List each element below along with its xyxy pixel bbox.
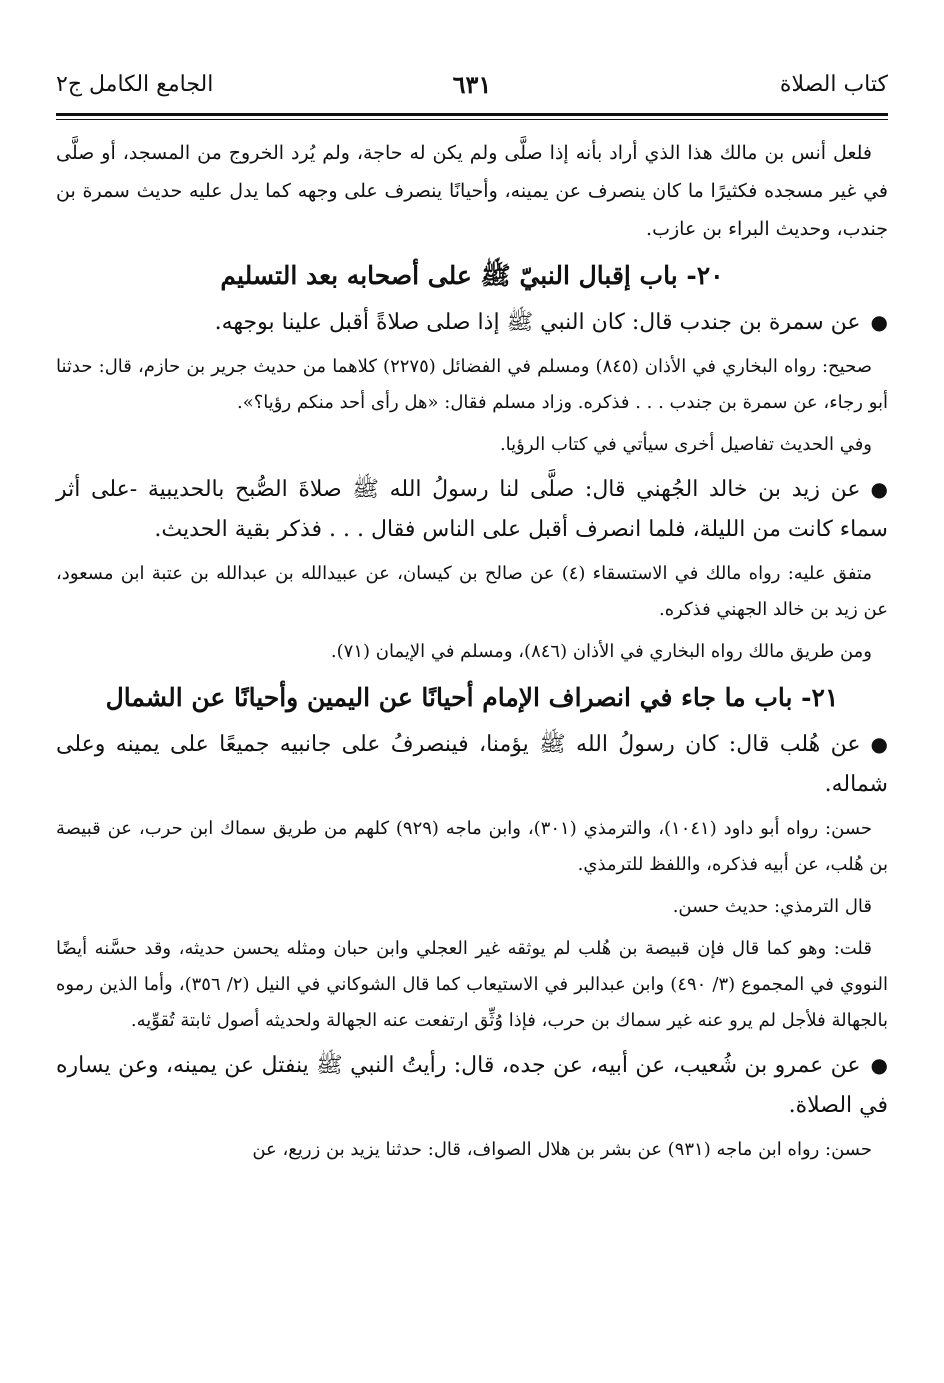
bullet-icon: ● (870, 477, 888, 501)
takhrij-note: حسن: رواه ابن ماجه (٩٣١) عن بشر بن هلال الصواف، قال: حدثنا يزيد بن زريع، عن (252, 1139, 872, 1160)
hadith-text: عن سمرة بن جندب قال: كان النبي ﷺ إذا صلى صلاةً أقبل علينا بوجهه. (214, 310, 861, 335)
takhrij-note: حسن: رواه أبو داود (١٠٤١)، والترمذي (٣٠١)، وابن ماجه (٩٢٩) كلهم من طريق سماك ابن حرب، عن قبيصة بن هُلب، عن أبيه فذكره، واللفظ للترمذي. (56, 818, 888, 875)
section-heading: ٢٠- باب إقبال النبيّ ﷺ على أصحابه بعد التسليم (220, 261, 724, 290)
hadith-paragraph (56, 724, 888, 805)
hadith-text: عن زيد بن خالد الجُهني قال: صلَّى لنا رسولُ الله ﷺ صلاةَ الصُّبح بالحديبية -على أثر سماء كانت من الليلة، فلما انصرف أقبل على الناس فقال . . . فذكر بقية الحديث. (56, 477, 888, 542)
page-content (56, 112, 888, 1168)
takhrij-note: متفق عليه: رواه مالك في الاستسقاء (٤) عن صالح بن كيسان، عن عبيدالله بن عبدالله بن عتبة ابن مسعود، عن زيد بن خالد الجهني فذكره. (56, 563, 888, 620)
hadith-text: عن عمرو بن شُعيب، عن أبيه، عن جده، قال: رأيتُ النبي ﷺ ينفتل عن يمينه، وعن يساره في الصلاة. (56, 1053, 888, 1118)
bullet-icon: ● (870, 1053, 888, 1077)
header-rule-thick (56, 113, 888, 116)
commentary-note: قال الترمذي: حديث حسن. (672, 896, 872, 917)
takhrij-note: صحيح: رواه البخاري في الأذان (٨٤٥) ومسلم في الفضائل (٢٢٧٥) كلاهما من حديث جرير بن حازم، قال: حدثنا أبو رجاء، عن سمرة بن جندب . . . فذكره. وزاد مسلم فقال: «هل رأى أحد منكم رؤيا؟». (56, 356, 888, 413)
takhrij-note: ومن طريق مالك رواه البخاري في الأذان (٨٤٦)، ومسلم في الإيمان (٧١). (330, 641, 872, 662)
header-rule-thin (56, 119, 888, 120)
chapter-title: كتاب الصلاة (779, 72, 888, 97)
hadith-paragraph (56, 469, 888, 550)
bullet-icon: ● (870, 310, 888, 334)
commentary-note: وفي الحديث تفاصيل أخرى سيأتي في كتاب الرؤيا. (499, 434, 872, 455)
hadith-paragraph (56, 1045, 888, 1126)
page-header (56, 0, 888, 112)
body-paragraph: فلعل أنس بن مالك هذا الذي أراد بأنه إذا صلَّى ولم يكن له حاجة، ولم يُرد الخروج من المسجد، أو صلَّى في غير مسجده فكثيرًا ما كان ينصرف عن يمينه، وأحيانًا ينصرف على وجهه كما يدل عليه حديث سمرة بن جندب، وحديث البراء بن عازب. (56, 142, 888, 240)
hadith-paragraph (56, 302, 888, 343)
book-title: الجامع الكامل ج٢ (56, 72, 214, 97)
page-number: ٦٣١ (452, 70, 492, 99)
commentary-note: قلت: وهو كما قال فإن قبيصة بن هُلب لم يوثقه غير العجلي وابن حبان ومثله يحسن حديثه، وقد حسَّنه أيضًا النووي في المجموع (٣/ ٤٩٠) وابن عبدالبر في الاستيعاب كما قال الشوكاني في النيل (٢/ ٣٥٦)، وأما الذين رموه بالجهالة فلأجل لم يرو عنه غير سماك بن حرب، فإذا وُثِّق ارتفعت عنه الجهالة ولحديثه أصول ثابتة تُقوِّيه. (56, 938, 888, 1031)
section-heading: ٢١- باب ما جاء في انصراف الإمام أحيانًا عن اليمين وأحيانًا عن الشمال (105, 683, 839, 712)
hadith-text: عن هُلب قال: كان رسولُ الله ﷺ يؤمنا، فينصرفُ على جانبيه جميعًا على يمينه وعلى شماله. (56, 732, 888, 797)
bullet-icon: ● (870, 732, 888, 756)
